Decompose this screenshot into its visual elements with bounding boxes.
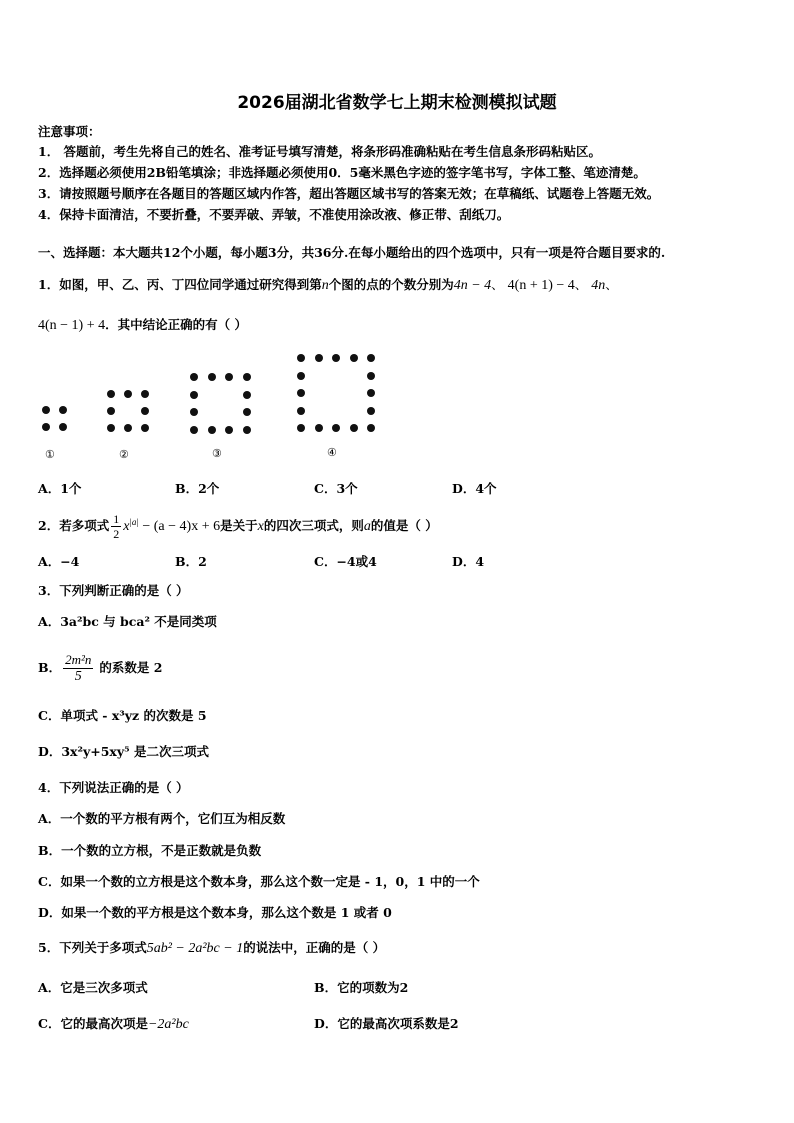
figure-dot [208,373,216,381]
q1-option-c: C．3个 [314,481,358,496]
q2-option-b: B．2 [175,554,207,569]
figure-dot [243,391,251,399]
figure-dot [367,354,375,362]
figure-dot [42,406,50,414]
figure-dot [124,390,132,398]
q2-stem: 2．若多项式 $\frac{1}{2}$ $x^{|a|} - (a - 4)x + 6$是关于x的四次三项式，则a的值是（ ） [38,512,438,542]
q5-option-d: D．它的最高次项系数是2 [314,1016,459,1031]
figure-dot [297,407,305,415]
figure-dot [350,354,358,362]
figure-dot [367,407,375,415]
q5-stem: 5．下列关于多项式5ab² − 2a²bc − 1的说法中，正确的是（ ） [38,940,386,956]
figure-dot [208,426,216,434]
figure-dot [332,424,340,432]
figure-dot [243,426,251,434]
figure-dot [297,372,305,380]
figure-label-3: ③ [212,447,222,460]
figure-dot [367,424,375,432]
q2-option-d: D．4 [452,554,485,569]
figure-dot [367,389,375,397]
figure-dot [190,391,198,399]
q3-option-c: C．单项式 - x³yz 的次数是 5 [38,708,207,723]
figure-dot [225,426,233,434]
figure-dot [124,424,132,432]
q3-option-a: A．3a²bc 与 bca² 不是同类项 [38,614,217,629]
figure-dot [141,407,149,415]
q5-option-a: A．它是三次多项式 [38,980,148,995]
q4-stem: 4．下列说法正确的是（ ） [38,780,189,795]
figure-dot [367,372,375,380]
q1-stem: 1．如图，甲、乙、丙、丁四位同学通过研究得到第n个图的点的个数分别为4n − 4、 4(n + 1) − 4、 4n、 [38,277,618,293]
figure-dot [315,424,323,432]
figure-dot [59,423,67,431]
figure-dot [225,373,233,381]
figure-dot [297,389,305,397]
figure-label-4: ④ [327,446,337,459]
q4-option-b: B．一个数的立方根，不是正数就是负数 [38,843,262,858]
figure-label-1: ① [45,448,55,461]
q1-option-b: B．2个 [175,481,220,496]
figure-dot [107,407,115,415]
section-heading: 一、选择题：本大题共12个小题，每小题3分，共36分.在每小题给出的四个选项中，只有一项是符合题目要求的. [38,245,666,260]
figure-dot [315,354,323,362]
q3-option-b: B． $\frac{\text{2m²n}}{5}$ 的系数是 2 [38,652,163,684]
figure-dot [190,408,198,416]
q5-option-b: B．它的项数为2 [314,980,409,995]
notice-item-4: 4．保持卡面清洁，不要折叠，不要弄破、弄皱，不准使用涂改液、修正带、刮纸刀。 [38,207,510,222]
figure-dot [243,408,251,416]
figure-label-2: ② [119,448,129,461]
q3-option-d: D．3x²y+5xy⁵ 是二次三项式 [38,744,209,759]
figure-dot [107,424,115,432]
q4-option-a: A．一个数的平方根有两个，它们互为相反数 [38,811,286,826]
q5-option-c: C．它的最高次项是−2a²bc [38,1016,189,1032]
figure-dot [350,424,358,432]
figure-dot [190,373,198,381]
notice-item-3: 3．请按照题号顺序在各题目的答题区域内作答，超出答题区域书写的答案无效；在草稿纸、试题卷上答题无效。 [38,186,660,201]
notice-heading: 注意事项： [38,124,101,139]
figure-dot [141,390,149,398]
figure-dot [107,390,115,398]
q2-option-c: C．−4或4 [314,554,377,569]
q4-option-c: C．如果一个数的立方根是这个数本身，那么这个数一定是 - 1，0，1 中的一个 [38,874,480,889]
figure-dot [297,354,305,362]
q3-stem: 3．下列判断正确的是（ ） [38,583,189,598]
figure-dot [332,354,340,362]
q1-option-d: D．4个 [452,481,497,496]
q1-option-a: A．1个 [38,481,82,496]
q4-option-d: D．如果一个数的平方根是这个数本身，那么这个数是 1 或者 0 [38,905,392,920]
q1-stem-cont: 4(n − 1) + 4．其中结论正确的有（ ） [38,317,247,333]
figure-dot [42,423,50,431]
figure-dot [297,424,305,432]
notice-item-2: 2．选择题必须使用2B铅笔填涂；非选择题必须使用0．5毫米黑色字迹的签字笔书写，字体工整、笔迹清楚。 [38,165,646,180]
page-title: 2026届湖北省数学七上期末检测模拟试题 [237,93,557,113]
figure-dot [190,426,198,434]
notice-item-1: 1． 答题前，考生先将自己的姓名、准考证号填写清楚，将条形码准确粘贴在考生信息条形码粘贴区。 [38,144,602,159]
figure-dot [59,406,67,414]
figure-dot [243,373,251,381]
q2-option-a: A．−4 [38,554,80,569]
figure-dot [141,424,149,432]
